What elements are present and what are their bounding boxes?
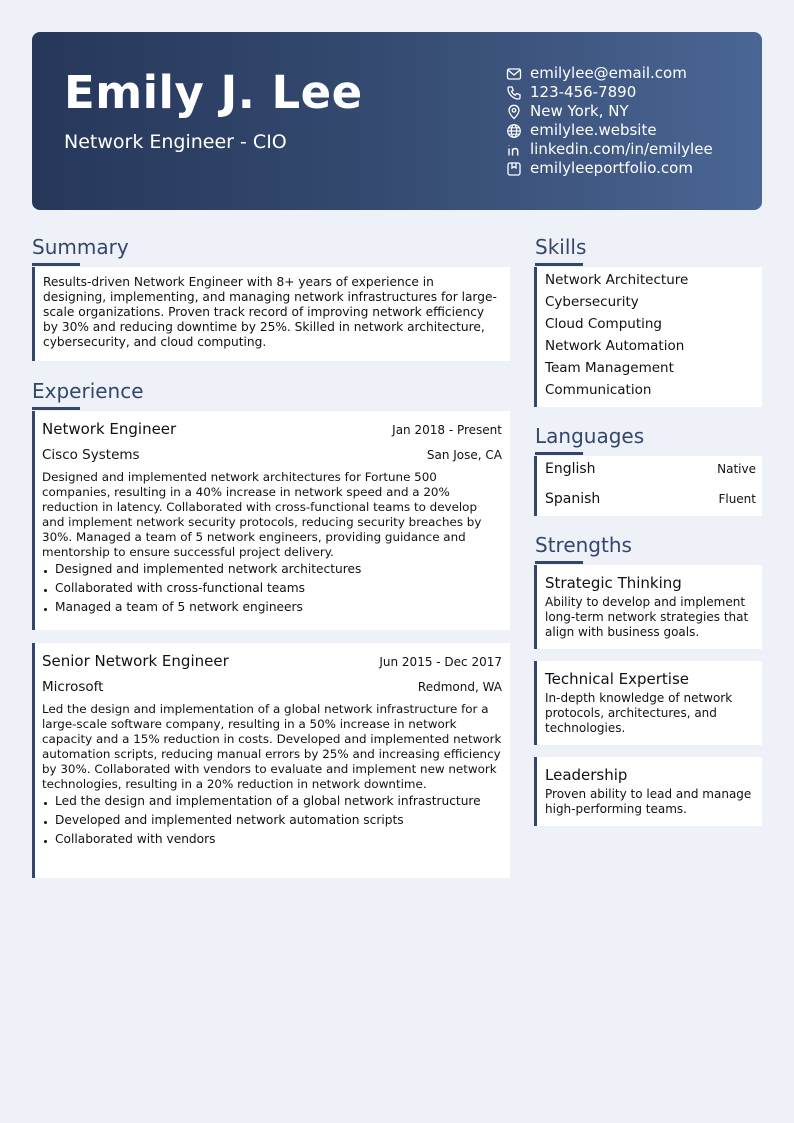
job-bullet: Designed and implemented network architectures	[42, 560, 502, 579]
skills-heading: Skills	[535, 235, 587, 259]
experience-item-subheader	[35, 678, 510, 696]
job-bullet-list	[35, 792, 510, 849]
job-bullet: Managed a team of 5 network engineers	[42, 598, 502, 617]
strength-description: In-depth knowledge of network protocols, architectures, and technologies.	[545, 691, 733, 735]
contact-location	[506, 102, 756, 121]
strengths-heading: Strengths	[535, 533, 632, 557]
email-icon	[506, 66, 522, 82]
location-icon	[506, 104, 522, 120]
skill-item: Network Automation	[545, 338, 685, 354]
job-bullet: Developed and implemented network automation scripts	[42, 811, 502, 830]
strength-card	[534, 661, 762, 745]
job-location: Redmond, WA	[417, 680, 502, 694]
linkedin-icon	[506, 142, 522, 158]
strength-title: Strategic Thinking	[545, 574, 682, 592]
contact-email[interactable]	[506, 64, 756, 83]
job-bullet-list	[35, 560, 510, 617]
contact-linkedin-text: linkedin.com/in/emilylee	[530, 140, 713, 158]
job-dates: Jun 2015 - Dec 2017	[379, 655, 502, 669]
strength-card	[534, 757, 762, 826]
summary-card	[32, 267, 510, 361]
contact-list	[506, 64, 756, 178]
portfolio-icon	[506, 161, 522, 177]
experience-heading: Experience	[32, 379, 144, 403]
language-level: Fluent	[718, 492, 756, 506]
language-row	[537, 489, 764, 509]
job-bullet: Collaborated with cross-functional teams	[42, 579, 502, 598]
job-company: Microsoft	[42, 679, 104, 695]
candidate-role: Network Engineer - CIO	[64, 131, 287, 153]
skill-item: Team Management	[545, 360, 674, 376]
experience-item	[32, 411, 510, 630]
strength-title: Leadership	[545, 766, 628, 784]
summary-text: Results-driven Network Engineer with 8+ years of experience in designing, implementing, and managing network infrastructures for large-scale organizations. Proven track record of improving network efficiency by 30% and reducing downtime by 25%. Skilled in network architecture, cybersecurity, and cloud computing.	[43, 275, 497, 349]
contact-phone-text: 123-456-7890	[530, 83, 637, 101]
experience-item-subheader	[35, 446, 510, 464]
skills-card	[534, 267, 762, 407]
skill-item: Communication	[545, 382, 652, 398]
languages-heading: Languages	[535, 424, 645, 448]
job-dates: Jan 2018 - Present	[392, 423, 502, 437]
language-name: Spanish	[545, 491, 601, 507]
resume-header	[32, 32, 762, 210]
contact-location-text: New York, NY	[530, 102, 629, 120]
strength-description: Proven ability to lead and manage high-performing teams.	[545, 787, 752, 816]
job-title: Senior Network Engineer	[42, 652, 229, 670]
job-title: Network Engineer	[42, 420, 177, 438]
language-row	[537, 459, 764, 479]
contact-portfolio[interactable]	[506, 159, 756, 178]
job-bullet: Led the design and implementation of a global network infrastructure	[42, 792, 502, 811]
candidate-name: Emily J. Lee	[64, 66, 363, 119]
skill-item: Cybersecurity	[545, 294, 639, 310]
experience-item-header	[35, 411, 510, 439]
strength-card	[534, 565, 762, 649]
experience-item-header	[35, 643, 510, 671]
experience-item	[32, 643, 510, 878]
contact-portfolio-text: emilyleeportfolio.com	[530, 159, 693, 177]
summary-heading: Summary	[32, 235, 129, 259]
contact-website[interactable]	[506, 121, 756, 140]
globe-icon	[506, 123, 522, 139]
contact-email-text: emilylee@email.com	[530, 64, 687, 82]
contact-phone[interactable]	[506, 83, 756, 102]
contact-website-text: emilylee.website	[530, 121, 657, 139]
job-bullet: Collaborated with vendors	[42, 830, 502, 849]
strength-description: Ability to develop and implement long-term network strategies that align with business goals.	[545, 595, 749, 639]
job-location: San Jose, CA	[426, 448, 502, 462]
language-level: Native	[717, 462, 756, 476]
strength-title: Technical Expertise	[545, 670, 690, 688]
contact-linkedin[interactable]	[506, 140, 756, 159]
language-name: English	[545, 461, 596, 477]
skill-item: Network Architecture	[545, 272, 689, 288]
job-description: Led the design and implementation of a global network infrastructure for a large-scale software company, resulting in a 50% increase in network capacity and a 15% reduction in costs. Developed and implemented network automation scripts, reducing manual errors by 25% and increasing efficiency by 30%. Collaborated with vendors to evaluate and implement new network technologies, resulting in a 20% reduction in network downtime.	[42, 702, 502, 791]
job-company: Cisco Systems	[42, 447, 140, 463]
phone-icon	[506, 85, 522, 101]
job-description: Designed and implemented network architectures for Fortune 500 companies, resulting in a 40% increase in network speed and a 20% reduction in latency. Collaborated with cross-functional teams to develop and implement network security protocols, reducing security breaches by 30%. Managed a team of 5 network engineers, providing guidance and mentorship to ensure successful project delivery.	[42, 470, 482, 559]
languages-card	[534, 456, 762, 516]
skill-item: Cloud Computing	[545, 316, 662, 332]
